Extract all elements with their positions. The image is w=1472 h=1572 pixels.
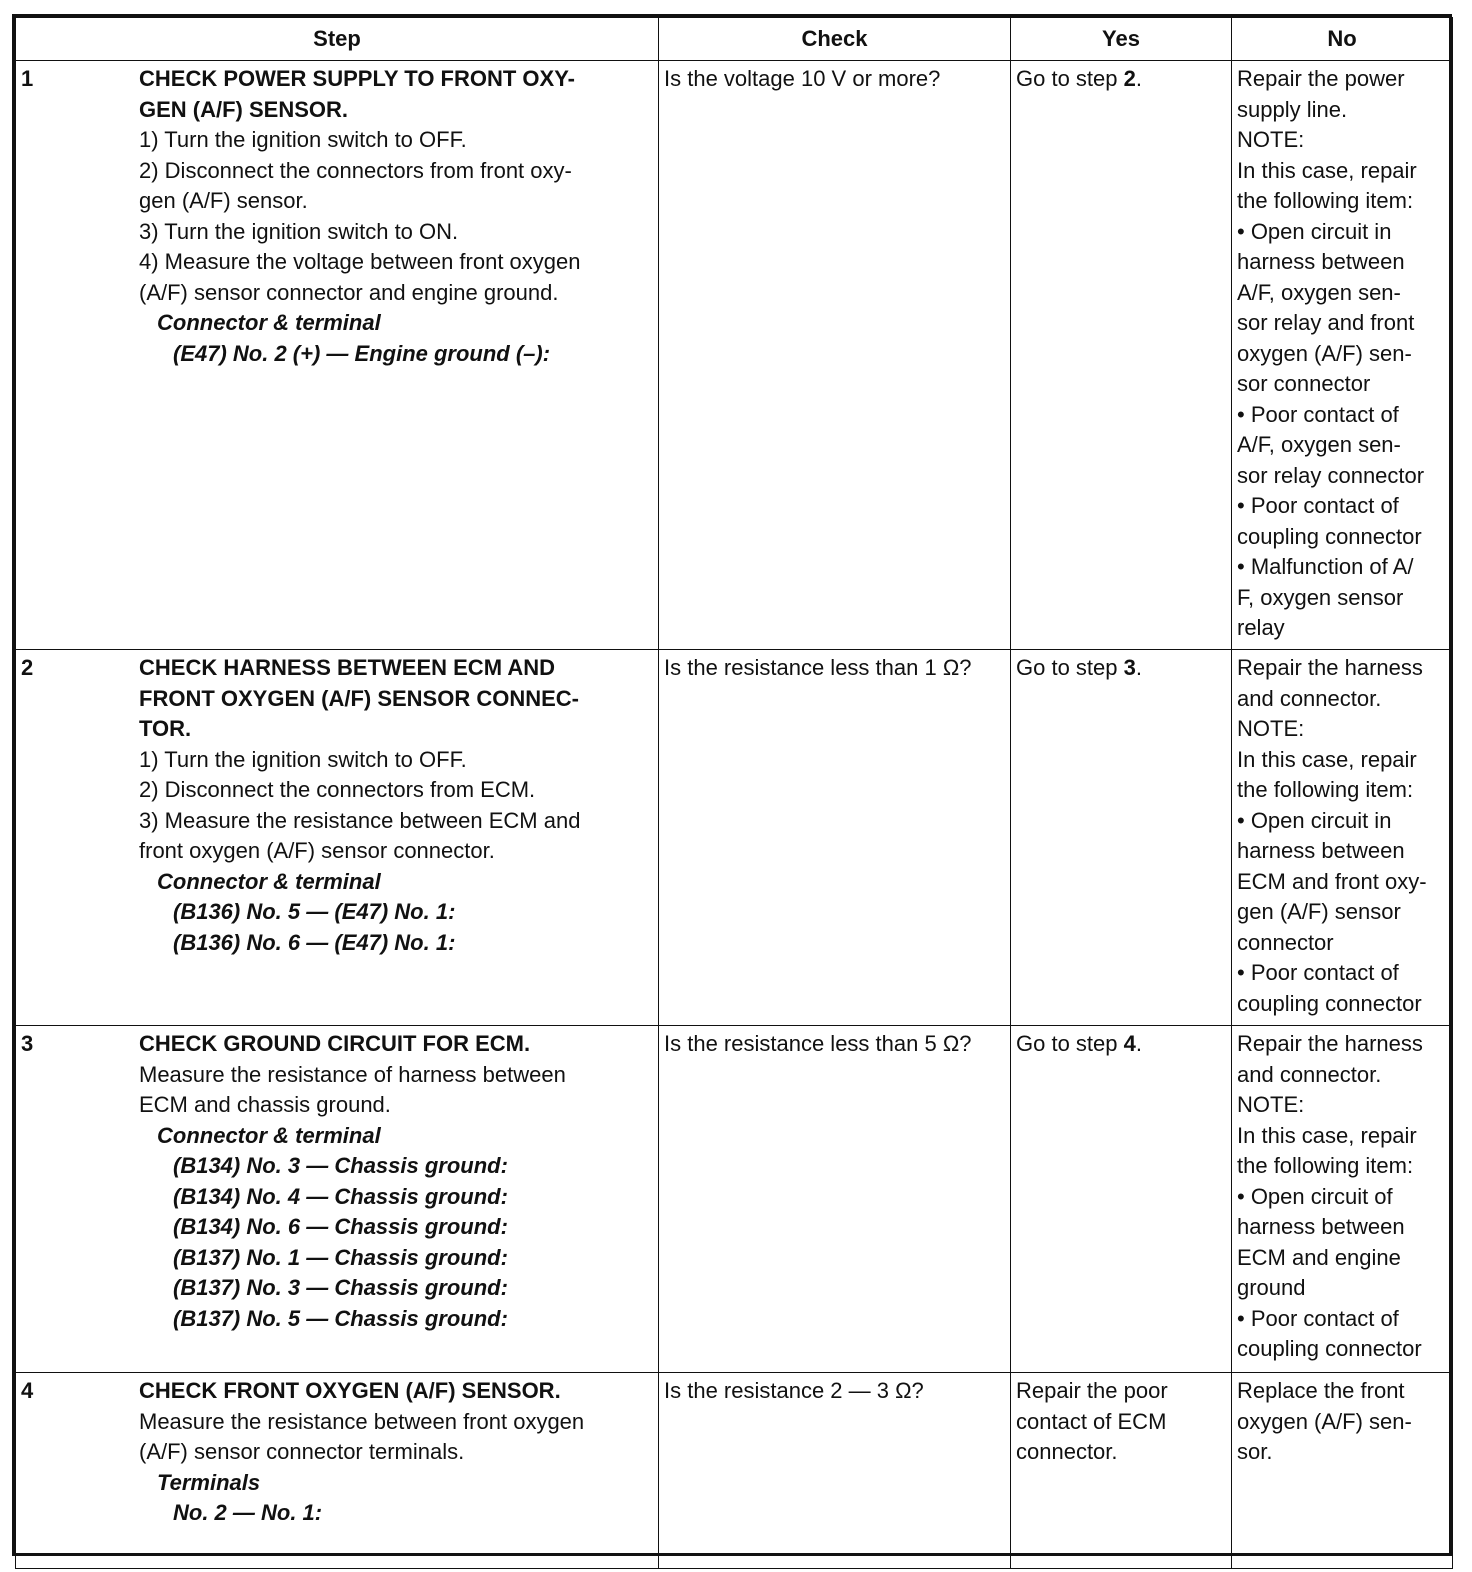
connector-terminal-line: No. 2 — No. 1: [173,1500,323,1525]
connector-terminal-line: (B136) No. 5 — (E47) No. 1: [173,899,456,924]
no-text-line: relay [1237,615,1285,640]
no-text-line: Repair the harness [1237,655,1423,680]
no-text-line: sor. [1237,1439,1273,1464]
yes-prefix: Go to step [1016,655,1124,680]
table-row [16,61,1453,650]
no-cell [1232,1373,1453,1569]
table-row [16,650,1453,1026]
no-cell [1232,61,1453,650]
header-step: Step [16,18,659,61]
no-text-line: NOTE: [1237,1092,1305,1117]
no-text-line: coupling connector [1237,1336,1422,1361]
yes-step-number: 2 [1123,66,1136,91]
step-instruction-line: 3) Turn the ignition switch to ON. [139,218,459,244]
check-cell [659,650,1011,1026]
step-instruction-line: (A/F) sensor connector and engine ground. [139,279,559,305]
no-text-line: • Poor contact of [1237,401,1399,427]
yes-suffix: . [1135,1031,1142,1056]
no-text-line: Repair the harness [1237,1031,1423,1056]
no-text-line: In this case, repair [1237,746,1417,772]
yes-suffix: . [1135,655,1142,680]
yes-text-line: Repair the poor [1016,1378,1168,1403]
yes-cell [1011,61,1232,650]
yes-text-line: connector. [1016,1439,1118,1464]
no-cell [1232,1026,1453,1373]
step-instruction-line: Measure the resistance between front oxygen [139,1408,585,1434]
connector-terminal-line: (E47) No. 2 (+) — Engine ground (–): [173,340,551,366]
no-text-line: sor relay connector [1237,462,1425,488]
connector-terminal-line: (B137) No. 3 — Chassis ground: [173,1275,508,1300]
no-text-line: sor relay and front [1237,310,1415,335]
connector-terminal-line: (B134) No. 4 — Chassis ground: [173,1183,508,1209]
no-text-line: In this case, repair [1237,1122,1417,1148]
connector-terminal-line: (B136) No. 6 — (E47) No. 1: [173,929,456,955]
yes-goto-step [1016,653,1226,684]
step-body [139,1029,653,1334]
no-text-line: • Malfunction of A/ [1237,554,1414,579]
check-question: Is the voltage 10 V or more? [664,66,941,91]
step-instruction-line: 4) Measure the voltage between front oxygen [139,249,581,274]
no-text-line: • Poor contact of [1237,960,1399,985]
no-text-line: gen (A/F) sensor [1237,899,1401,924]
step-title-line: TOR. [139,716,192,741]
no-text-line: • Open circuit in [1237,807,1392,833]
no-text-line: harness between [1237,1214,1405,1239]
yes-suffix: . [1135,66,1142,91]
yes-cell [1011,650,1232,1026]
step-instruction-line: (A/F) sensor connector terminals. [139,1439,465,1464]
step-title-line: FRONT OXYGEN (A/F) SENSOR CONNEC- [139,685,580,711]
no-text-line: Replace the front [1237,1378,1405,1403]
no-text-line: the following item: [1237,188,1414,213]
diagnostic-table-frame [12,14,1452,1556]
no-text-line: and connector. [1237,1061,1382,1087]
connector-terminal-line: (B134) No. 6 — Chassis ground: [173,1214,508,1239]
connector-terminal-line: (B137) No. 5 — Chassis ground: [173,1305,508,1331]
step-cell [16,61,659,650]
check-question: Is the resistance less than 1 Ω? [664,655,972,680]
step-cell-content [21,64,653,369]
header-no: No [1232,18,1453,61]
connector-terminal-line: (B137) No. 1 — Chassis ground: [173,1244,508,1270]
step-cell [16,1373,659,1569]
connector-heading: Connector & terminal [157,1122,381,1148]
no-text-line: NOTE: [1237,127,1305,152]
no-text-line: sor connector [1237,371,1371,396]
no-text-line: supply line. [1237,96,1348,122]
connector-terminal-line: (B134) No. 3 — Chassis ground: [173,1153,508,1178]
no-text-line: ground [1237,1275,1306,1300]
step-title-line: CHECK POWER SUPPLY TO FRONT OXY- [139,66,575,91]
step-number: 1 [21,66,34,91]
step-instruction-line: 3) Measure the resistance between ECM and [139,807,581,833]
connector-heading: Connector & terminal [157,868,381,894]
no-text-line: coupling connector [1237,990,1422,1016]
step-body [139,64,653,369]
step-number: 3 [21,1031,34,1056]
no-text-line: • Open circuit of [1237,1183,1393,1209]
yes-goto-step [1016,64,1226,95]
yes-step-number: 4 [1123,1031,1136,1056]
no-text-line: connector [1237,929,1334,955]
no-text-line: Repair the power [1237,66,1405,91]
yes-prefix: Go to step [1016,1031,1124,1056]
no-text-line: the following item: [1237,1153,1414,1178]
table-row [16,1373,1453,1569]
yes-cell [1011,1373,1232,1569]
step-instruction-line: Measure the resistance of harness between [139,1061,566,1087]
yes-cell [1011,1026,1232,1373]
no-text-line: A/F, oxygen sen- [1237,432,1401,457]
yes-text-line: contact of ECM [1016,1408,1167,1434]
table-row [16,1026,1453,1373]
no-text-line: harness between [1237,838,1405,863]
no-cell [1232,650,1453,1026]
check-question: Is the resistance 2 — 3 Ω? [664,1378,924,1403]
connector-heading: Terminals [157,1469,261,1495]
step-title-line: CHECK HARNESS BETWEEN ECM AND [139,655,555,680]
no-text-line: F, oxygen sensor [1237,584,1404,610]
no-text-line: • Open circuit in [1237,218,1392,244]
step-title-line: CHECK FRONT OXYGEN (A/F) SENSOR. [139,1378,561,1403]
step-instruction-line: front oxygen (A/F) sensor connector. [139,838,495,863]
no-text-line: harness between [1237,249,1405,274]
yes-goto-step [1016,1029,1226,1060]
step-body [139,1376,653,1529]
step-cell [16,1026,659,1373]
check-cell [659,1373,1011,1569]
header-check: Check [659,18,1011,61]
check-question: Is the resistance less than 5 Ω? [664,1031,972,1056]
no-text-line: A/F, oxygen sen- [1237,279,1401,305]
step-instruction-line: 2) Disconnect the connectors from ECM. [139,777,536,802]
connector-heading: Connector & terminal [157,310,381,335]
no-text-line: ECM and front oxy- [1237,868,1427,894]
step-title-line: GEN (A/F) SENSOR. [139,96,349,122]
no-text-line: In this case, repair [1237,157,1417,183]
no-text-line: oxygen (A/F) sen- [1237,340,1412,366]
table-header-row [16,18,1453,61]
no-text-line: • Poor contact of [1237,493,1399,518]
check-cell [659,1026,1011,1373]
no-text-line: and connector. [1237,685,1382,711]
no-text-line: • Poor contact of [1237,1305,1399,1331]
check-cell [659,61,1011,650]
no-text-line: oxygen (A/F) sen- [1237,1408,1412,1434]
no-text-line: coupling connector [1237,523,1422,549]
step-instruction-line: 2) Disconnect the connectors from front oxy- [139,157,572,183]
no-text-line: the following item: [1237,777,1414,802]
step-instruction-line: ECM and chassis ground. [139,1092,391,1117]
step-instruction-line: 1) Turn the ignition switch to OFF. [139,127,467,152]
yes-step-number: 3 [1123,655,1136,680]
step-number: 4 [21,1378,34,1403]
step-number: 2 [21,655,34,680]
no-text-line: NOTE: [1237,716,1305,741]
yes-prefix: Go to step [1016,66,1124,91]
step-body [139,653,653,958]
diagnostic-table [15,17,1453,1569]
step-cell-content [21,1376,653,1529]
step-instruction-line: gen (A/F) sensor. [139,188,308,213]
step-cell [16,650,659,1026]
no-text-line: ECM and engine [1237,1244,1401,1270]
step-title-line: CHECK GROUND CIRCUIT FOR ECM. [139,1031,531,1056]
step-cell-content [21,1029,653,1334]
step-instruction-line: 1) Turn the ignition switch to OFF. [139,746,467,772]
table-body [16,61,1453,1569]
header-yes: Yes [1011,18,1232,61]
step-cell-content [21,653,653,958]
